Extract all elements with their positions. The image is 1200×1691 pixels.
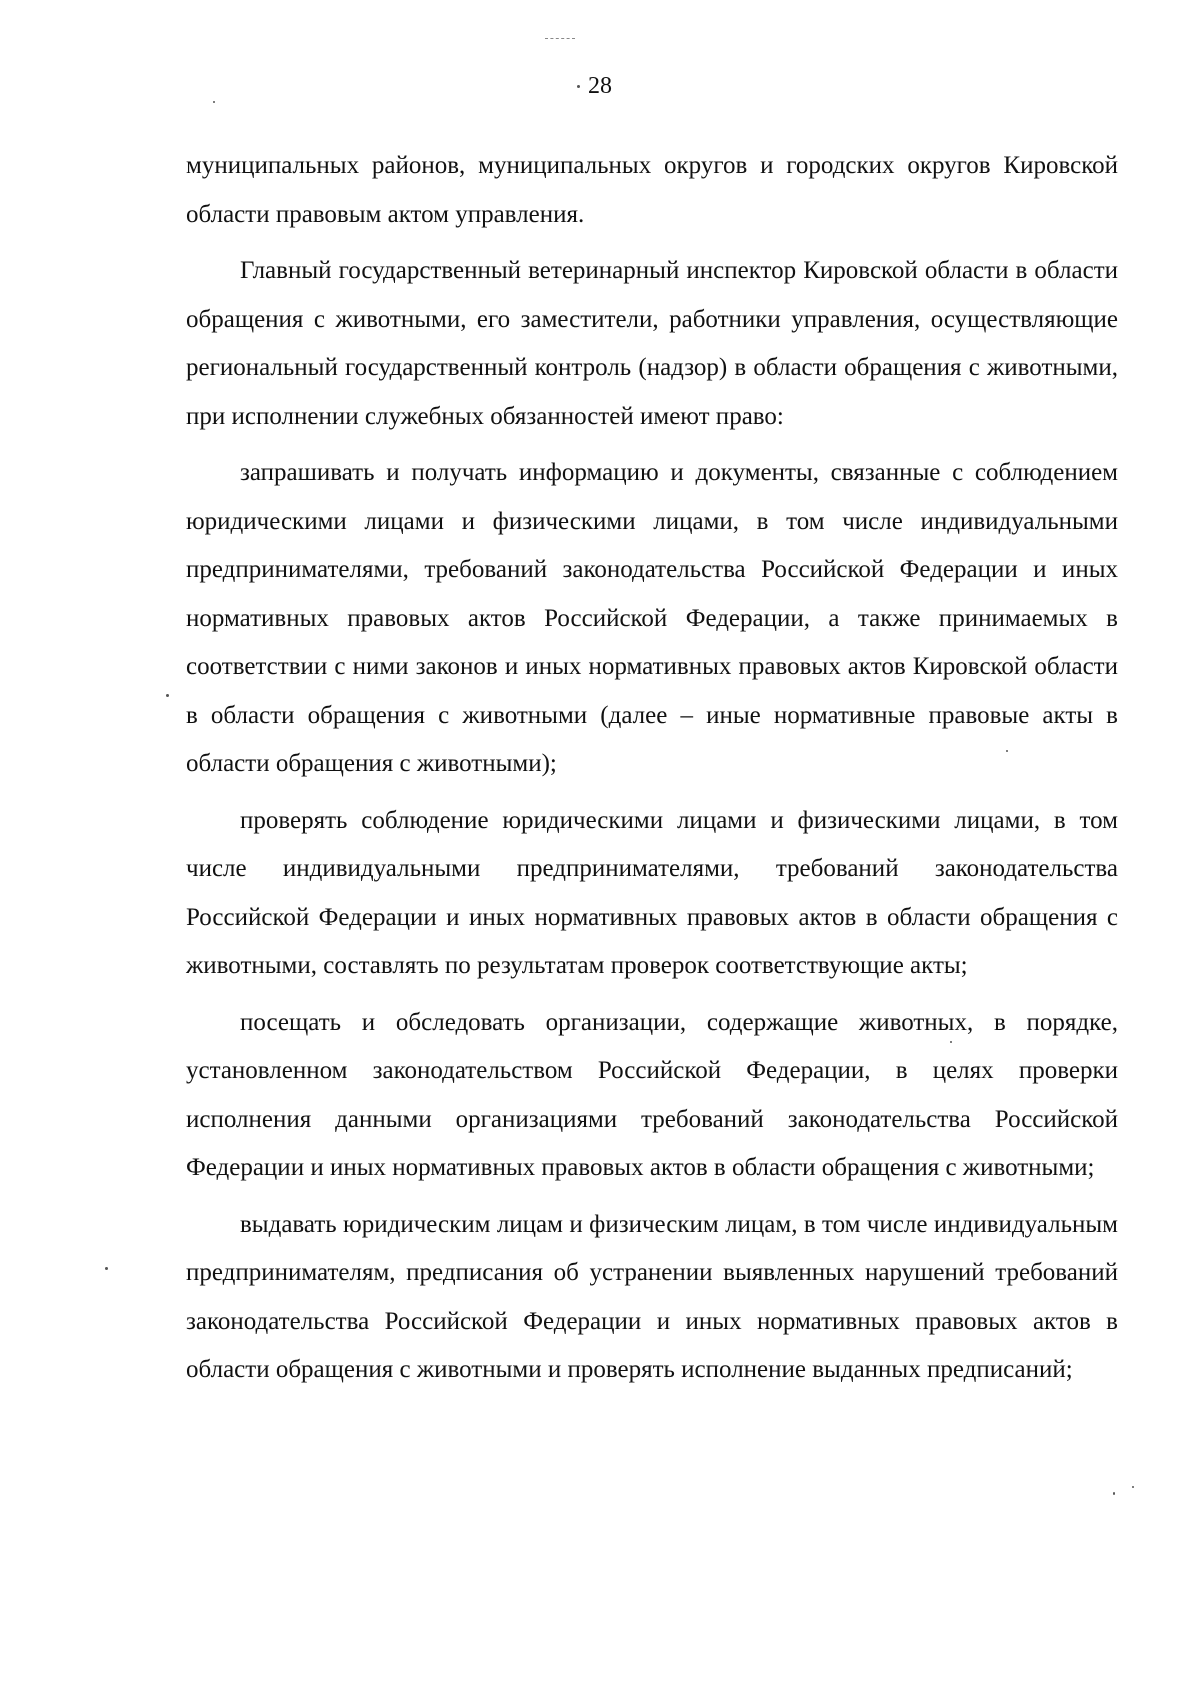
scan-speck [105, 1267, 108, 1270]
scan-speck [1132, 1486, 1134, 1488]
scan-speck [1113, 1492, 1115, 1495]
scan-mark [545, 38, 575, 41]
paragraph-request-info: запрашивать и получать информацию и документы, связанные с соблюдением юридическими лицами и физическими лицами, в том числе индивидуальными предпринимателями, требований законодательства Российской Федерации и иных нормативных правовых актов Российской Федерации, а также принимаемых в соответствии с ними законов и иных нормативных правовых актов Кировской области в области обращения с животными (далее – иные нормативные правовые акты в области обращения с животными); [186, 459, 1118, 777]
paragraph-issue-orders: выдавать юридическим лицам и физическим лицам, в том числе индивидуальным предпринимателям, предписания об устранении выявленных нарушений требований законодательства Российской Федерации и иных нормативных правовых актов в области обращения с животными и проверять исполнение выданных предписаний; [186, 1210, 1118, 1383]
paragraph-verify-compliance: проверять соблюдение юридическими лицами и физическими лицами, в том числе индивидуальными предпринимателями, требований законодательства Российской Федерации и иных нормативных правовых актов в области обращения с животными, составлять по результатам проверок соответствующие акты; [186, 806, 1118, 979]
paragraph-continuation: муниципальных районов, муниципальных округов и городских округов Кировской области правовым актом управления. [186, 152, 1118, 228]
paragraph-rights-intro: Главный государственный ветеринарный инспектор Кировской области в области обращения с животными, его заместители, работники управления, осуществляющие региональный государственный контроль (надзор) в области обращения с животными, при исполнении служебных обязанностей имеют право: [186, 257, 1118, 430]
scan-speck [166, 694, 169, 697]
paragraph-inspect-organizations: посещать и обследовать организации, содержащие животных, в порядке, установленном законодательством Российской Федерации, в целях проверки исполнения данными организациями требований законодательства Российской Федерации и иных нормативных правовых актов в области обращения с животными; [186, 1008, 1118, 1181]
scan-speck [577, 85, 580, 88]
page-number: 28 [588, 73, 612, 99]
document-body [186, 142, 1118, 1395]
scan-speck [213, 101, 215, 103]
scan-speck [1006, 750, 1008, 752]
scan-speck [950, 1041, 952, 1043]
